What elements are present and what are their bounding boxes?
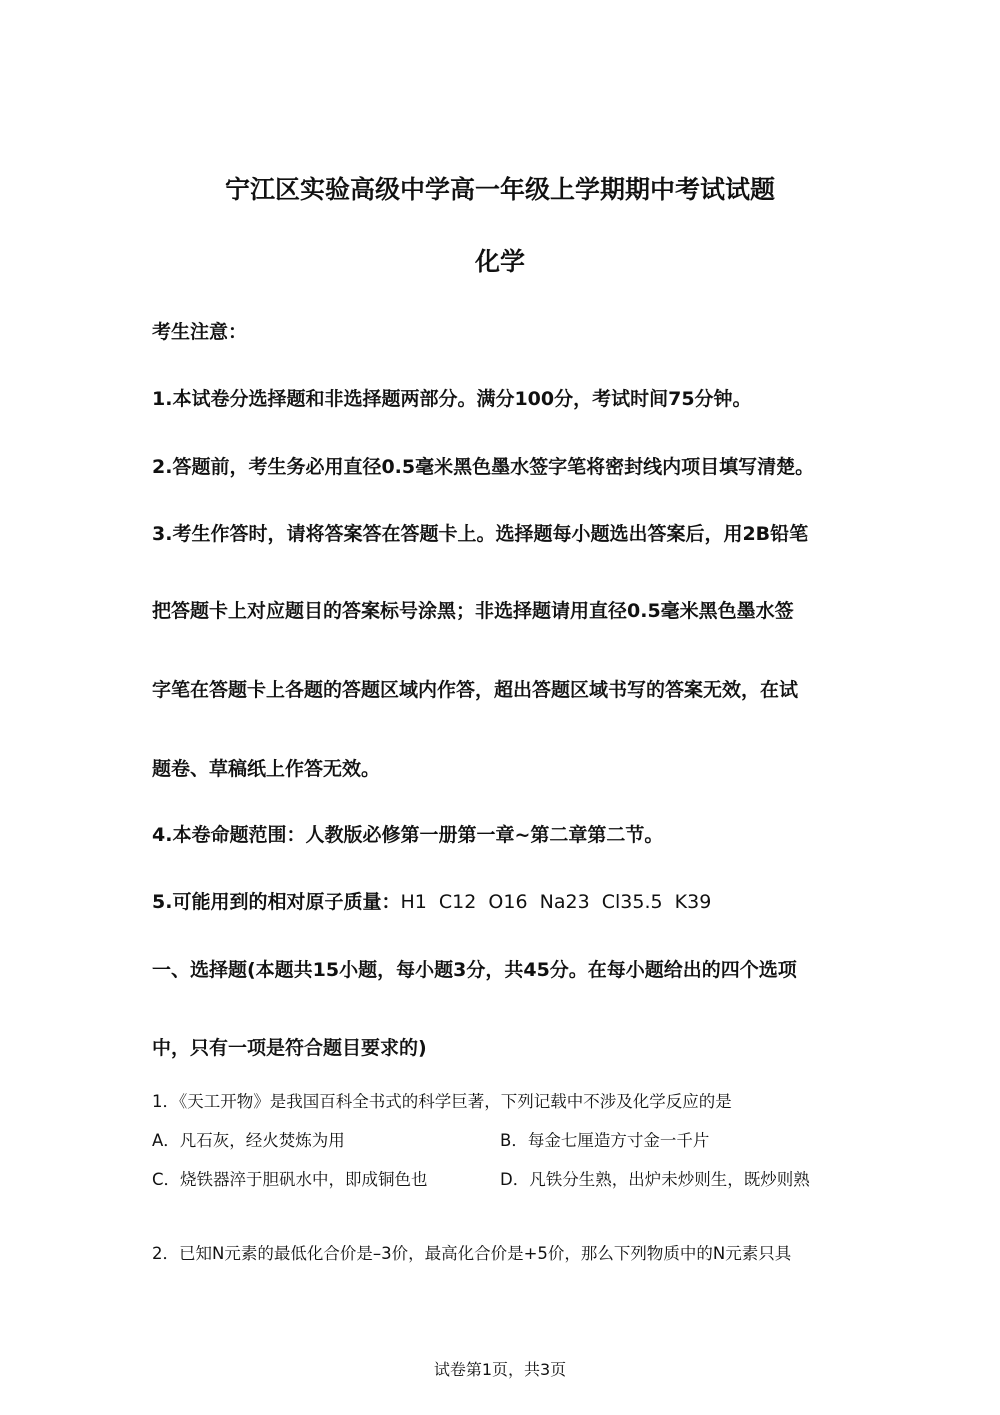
atomic-masses: H1 C12 O16 Na23 Cl35.5 K39 [400, 891, 712, 913]
notice-heading: 考生注意： [152, 321, 248, 343]
notice-item-3-line-1: 3.考生作答时，请将答案答在答题卡上。选择题每小题选出答案后，用2B铅笔 [152, 523, 809, 545]
question-2-stem: 2．已知N元素的最低化合价是–3价，最高化合价是+5价，那么下列物质中的N元素只具 [152, 1244, 792, 1263]
notice-item-5 [152, 887, 711, 914]
section-1-heading-line-1: 一、选择题(本题共15小题，每小题3分，共45分。在每小题给出的四个选项 [152, 959, 797, 981]
page-footer: 试卷第1页，共3页 [433, 1360, 567, 1379]
section-1-heading-line-2: 中，只有一项是符合题目要求的) [152, 1037, 427, 1059]
notice-item-4: 4.本卷命题范围：人教版必修第一册第一章~第二章第二节。 [152, 824, 664, 846]
notice-item-2: 2.答题前，考生务必用直径0.5毫米黑色墨水签字笔将密封线内项目填写清楚。 [152, 456, 815, 478]
notice-item-1: 1.本试卷分选择题和非选择题两部分。满分100分，考试时间75分钟。 [152, 388, 752, 410]
notice-item-3-line-2: 把答题卡上对应题目的答案标号涂黑；非选择题请用直径0.5毫米黑色墨水签 [152, 600, 794, 622]
notice-item-5-label: 5.可能用到的相对原子质量： [152, 891, 401, 913]
exam-subject: 化学 [474, 247, 525, 276]
question-1-option-c: C．烧铁器淬于胆矾水中，即成铜色也 [152, 1170, 428, 1189]
notice-item-3-line-3: 字笔在答题卡上各题的答题区域内作答，超出答题区域书写的答案无效，在试 [152, 679, 799, 701]
question-1-option-a: A．凡石灰，经火焚炼为用 [152, 1131, 345, 1150]
question-1-option-d: D．凡铁分生熟，出炉未炒则生，既炒则熟 [500, 1170, 810, 1189]
exam-title: 宁江区实验高级中学高一年级上学期期中考试试题 [224, 175, 775, 204]
question-1-stem: 1．《天工开物》是我国百科全书式的科学巨著，下列记载中不涉及化学反应的是 [152, 1092, 732, 1111]
question-1-option-b: B．每金七厘造方寸金一千片 [500, 1131, 710, 1150]
notice-item-3-line-4: 题卷、草稿纸上作答无效。 [152, 758, 381, 780]
